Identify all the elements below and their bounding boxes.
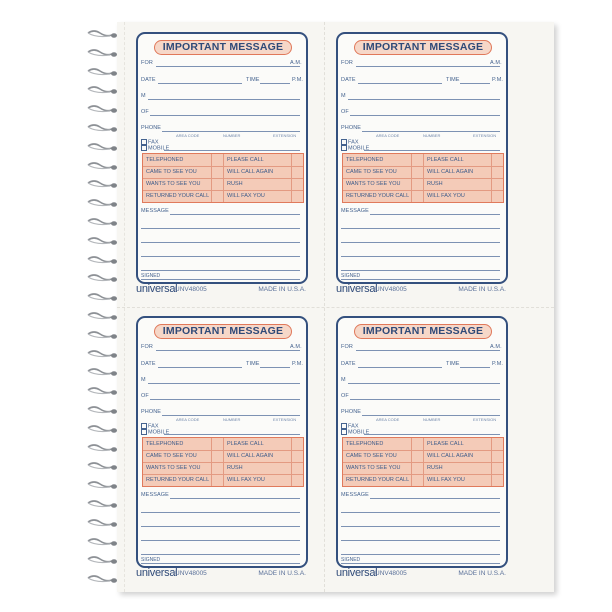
coil-ring [86,233,118,241]
pm-label: P.M. [292,361,303,367]
extension-label: EXTENSION [473,133,497,138]
m-line[interactable] [148,383,300,384]
coil-ring [86,534,118,542]
of-label: OF [341,109,349,115]
check-will-call-again[interactable]: WILL CALL AGAIN [427,169,474,175]
coil-ring [86,402,118,410]
coil-ring [86,496,118,504]
made-in-label: MADE IN U.S.A. [258,286,306,293]
product-code: UNV48005 [375,286,407,293]
check-returned-your-call[interactable]: RETURNED YOUR CALL [146,477,210,483]
coil-ring [86,82,118,90]
coil-ring [86,176,118,184]
message-line-1[interactable] [170,214,300,215]
message-line-3[interactable] [341,526,500,527]
date-line[interactable] [158,83,242,84]
signed-label: SIGNED [141,273,161,279]
coil-ring [86,289,118,297]
coil-ring [86,440,118,448]
for-line[interactable] [156,350,300,351]
mobile-label: MOBILE [348,429,370,436]
m-label: M [341,377,346,383]
coil-ring [86,515,118,523]
check-returned-your-call[interactable]: RETURNED YOUR CALL [146,193,210,199]
check-will-fax-you[interactable]: WILL FAX YOU [427,477,465,483]
pm-label: P.M. [492,77,503,83]
pm-label: P.M. [292,77,303,83]
message-line-4[interactable] [141,256,300,257]
time-label: TIME [246,361,260,367]
mobile-checkbox[interactable] [341,145,347,151]
message-line-1[interactable] [370,214,500,215]
made-in-label: MADE IN U.S.A. [458,286,506,293]
check-wants-to-see-you[interactable]: WANTS TO SEE YOU [346,181,401,187]
message-checklist [342,437,504,487]
message-line-2[interactable] [341,228,500,229]
number-label: NUMBER [423,133,441,138]
number-label: NUMBER [223,417,241,422]
time-label: TIME [246,77,260,83]
check-came-to-see-you[interactable]: CAME TO SEE YOU [146,453,197,459]
check-will-fax-you[interactable]: WILL FAX YOU [227,193,265,199]
slip-title: IMPORTANT MESSAGE [354,40,492,55]
made-in-label: MADE IN U.S.A. [258,570,306,577]
check-came-to-see-you[interactable]: CAME TO SEE YOU [346,169,397,175]
signed-line[interactable] [141,563,300,564]
coil-ring [86,552,118,560]
for-label: FOR [341,60,353,66]
brand-logo: universal [136,283,178,295]
message-line-3[interactable] [141,526,300,527]
date-line[interactable] [358,367,442,368]
message-label: MESSAGE [341,492,369,498]
for-label: FOR [141,60,153,66]
message-label: MESSAGE [341,208,369,214]
date-label: DATE [341,361,356,367]
extension-label: EXTENSION [473,417,497,422]
am-label: A.M. [290,60,302,66]
coil-ring [86,477,118,485]
message-line-3[interactable] [341,242,500,243]
for-line[interactable] [356,350,500,351]
coil-ring [86,195,118,203]
m-line[interactable] [148,99,300,100]
fax-label: FAX [148,423,159,430]
message-line-5[interactable] [141,554,300,555]
date-line[interactable] [358,83,442,84]
coil-ring [86,364,118,372]
check-please-call[interactable]: PLEASE CALL [227,441,264,447]
signed-label: SIGNED [141,557,161,563]
mobile-checkbox[interactable] [141,145,147,151]
slip-frame [336,316,508,568]
mobile-line[interactable] [164,434,300,435]
mobile-line[interactable] [364,150,500,151]
am-label: A.M. [490,344,502,350]
check-will-fax-you[interactable]: WILL FAX YOU [427,193,465,199]
message-line-3[interactable] [141,242,300,243]
check-came-to-see-you[interactable]: CAME TO SEE YOU [346,453,397,459]
mobile-line[interactable] [164,150,300,151]
coil-ring [86,383,118,391]
mobile-label: MOBILE [148,429,170,436]
fax-label: FAX [348,139,359,146]
fax-label: FAX [348,423,359,430]
coil-ring [86,45,118,53]
signed-line[interactable] [341,563,500,564]
number-label: NUMBER [223,133,241,138]
check-telephoned[interactable]: TELEPHONED [146,157,184,163]
date-label: DATE [341,77,356,83]
check-rush[interactable]: RUSH [427,181,443,187]
time-label: TIME [446,77,460,83]
check-please-call[interactable]: PLEASE CALL [427,157,464,163]
message-line-4[interactable] [341,540,500,541]
signed-line[interactable] [141,279,300,280]
message-line-4[interactable] [341,256,500,257]
area-code-label: AREA CODE [176,417,200,422]
of-label: OF [141,109,149,115]
message-line-2[interactable] [341,512,500,513]
message-line-2[interactable] [141,512,300,513]
am-label: A.M. [490,60,502,66]
of-line[interactable] [350,115,500,116]
m-line[interactable] [348,99,500,100]
check-will-call-again[interactable]: WILL CALL AGAIN [227,169,274,175]
coil-ring [86,64,118,72]
coil-ring [86,571,118,579]
date-label: DATE [141,361,156,367]
time-line[interactable] [260,83,290,84]
fax-label: FAX [148,139,159,146]
slip-frame [136,316,308,568]
product-code: UNV48005 [175,570,207,577]
check-rush[interactable]: RUSH [427,465,443,471]
check-telephoned[interactable]: TELEPHONED [146,441,184,447]
extension-label: EXTENSION [273,133,297,138]
for-label: FOR [141,344,153,350]
message-line-2[interactable] [141,228,300,229]
message-line-1[interactable] [370,498,500,499]
coil-ring [86,252,118,260]
message-slip-top-right [336,32,508,302]
date-label: DATE [141,77,156,83]
coil-ring [86,327,118,335]
check-telephoned[interactable]: TELEPHONED [346,157,384,163]
check-will-call-again[interactable]: WILL CALL AGAIN [427,453,474,459]
check-rush[interactable]: RUSH [227,465,243,471]
message-checklist [142,153,304,203]
coil-ring [86,421,118,429]
mobile-label: MOBILE [348,145,370,152]
check-please-call[interactable]: PLEASE CALL [227,157,264,163]
check-came-to-see-you[interactable]: CAME TO SEE YOU [146,169,197,175]
check-please-call[interactable]: PLEASE CALL [427,441,464,447]
coil-ring [86,158,118,166]
for-line[interactable] [356,66,500,67]
check-rush[interactable]: RUSH [227,181,243,187]
date-line[interactable] [158,367,242,368]
slip-title: IMPORTANT MESSAGE [154,40,292,55]
of-line[interactable] [150,115,300,116]
coil-ring [86,139,118,147]
mobile-checkbox[interactable] [341,429,347,435]
message-line-5[interactable] [341,554,500,555]
coil-ring [86,26,118,34]
product-code: UNV48005 [175,286,207,293]
message-slip-bottom-right [336,316,508,586]
mobile-line[interactable] [364,434,500,435]
brand-logo: universal [336,567,378,579]
message-checklist [142,437,304,487]
message-line-5[interactable] [341,270,500,271]
signed-line[interactable] [341,279,500,280]
am-label: A.M. [290,344,302,350]
of-label: OF [141,393,149,399]
time-line[interactable] [460,367,490,368]
brand-logo: universal [136,567,178,579]
message-checklist [342,153,504,203]
spiral-binding [86,22,122,592]
message-slip-top-left [136,32,308,302]
time-line[interactable] [460,83,490,84]
of-line[interactable] [350,399,500,400]
phone-line[interactable] [362,415,500,416]
extension-label: EXTENSION [273,417,297,422]
for-label: FOR [341,344,353,350]
slip-title: IMPORTANT MESSAGE [354,324,492,339]
m-label: M [341,93,346,99]
m-label: M [141,377,146,383]
of-line[interactable] [150,399,300,400]
for-line[interactable] [156,66,300,67]
phone-line[interactable] [362,131,500,132]
mobile-checkbox[interactable] [141,429,147,435]
pm-label: P.M. [492,361,503,367]
area-code-label: AREA CODE [176,133,200,138]
area-code-label: AREA CODE [376,133,400,138]
time-line[interactable] [260,367,290,368]
check-wants-to-see-you[interactable]: WANTS TO SEE YOU [146,465,201,471]
slip-frame [336,32,508,284]
message-line-1[interactable] [170,498,300,499]
brand-logo: universal [336,283,378,295]
message-line-4[interactable] [141,540,300,541]
phone-label: PHONE [141,409,162,415]
check-telephoned[interactable]: TELEPHONED [346,441,384,447]
coil-ring [86,214,118,222]
check-wants-to-see-you[interactable]: WANTS TO SEE YOU [146,181,201,187]
check-returned-your-call[interactable]: RETURNED YOUR CALL [346,477,410,483]
message-line-5[interactable] [141,270,300,271]
coil-ring [86,120,118,128]
slip-title: IMPORTANT MESSAGE [154,324,292,339]
area-code-label: AREA CODE [376,417,400,422]
m-line[interactable] [348,383,500,384]
coil-ring [86,101,118,109]
mobile-label: MOBILE [148,145,170,152]
time-label: TIME [446,361,460,367]
coil-ring [86,308,118,316]
phone-label: PHONE [141,125,162,131]
perforation-horizontal [117,307,554,308]
phone-line[interactable] [162,415,300,416]
signed-label: SIGNED [341,273,361,279]
coil-ring [86,346,118,354]
made-in-label: MADE IN U.S.A. [458,570,506,577]
number-label: NUMBER [423,417,441,422]
coil-ring [86,458,118,466]
check-will-call-again[interactable]: WILL CALL AGAIN [227,453,274,459]
check-returned-your-call[interactable]: RETURNED YOUR CALL [346,193,410,199]
of-label: OF [341,393,349,399]
coil-ring [86,270,118,278]
check-wants-to-see-you[interactable]: WANTS TO SEE YOU [346,465,401,471]
message-label: MESSAGE [141,208,169,214]
message-slip-bottom-left [136,316,308,586]
product-code: UNV48005 [375,570,407,577]
message-label: MESSAGE [141,492,169,498]
phone-label: PHONE [341,409,362,415]
check-will-fax-you[interactable]: WILL FAX YOU [227,477,265,483]
phone-label: PHONE [341,125,362,131]
phone-line[interactable] [162,131,300,132]
signed-label: SIGNED [341,557,361,563]
slip-frame [136,32,308,284]
m-label: M [141,93,146,99]
